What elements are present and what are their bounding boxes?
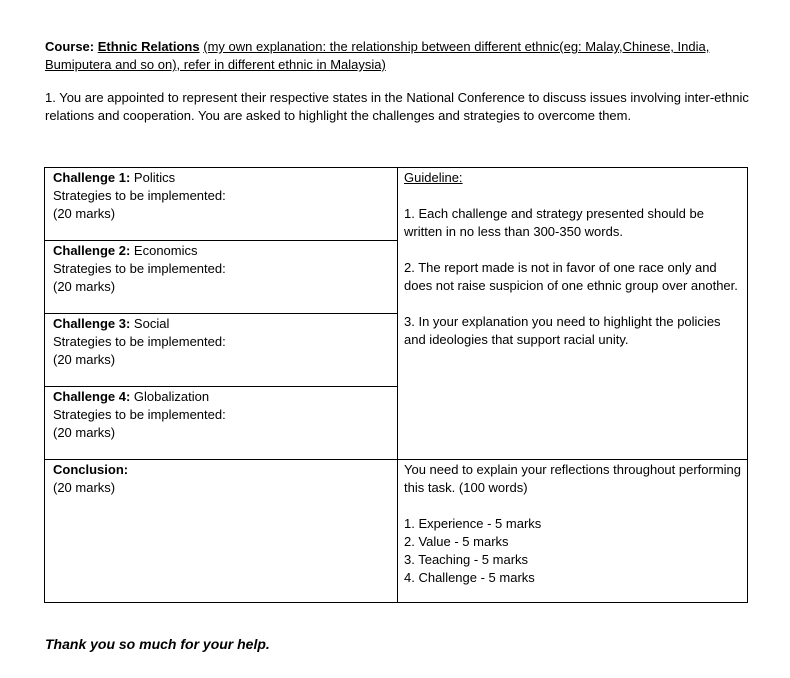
guideline-cell	[404, 169, 744, 349]
guideline-item-2: 2. The report made is not in favor of one race only and does not raise suspicion of one ethnic group over another.	[404, 260, 738, 293]
conclusion-marks: (20 marks)	[53, 480, 116, 495]
reflection-item: 1. Experience - 5 marks	[404, 516, 542, 531]
challenge-label: Challenge 4:	[53, 389, 131, 404]
challenge-marks: (20 marks)	[53, 352, 116, 367]
course-name: Ethnic Relations	[97, 39, 200, 54]
challenge-marks: (20 marks)	[53, 279, 116, 294]
challenge-label: Challenge 1:	[53, 170, 131, 185]
reflection-item: 2. Value - 5 marks	[404, 534, 509, 549]
thanks-note: Thank you so much for your help.	[45, 636, 270, 652]
assignment-table	[44, 167, 748, 603]
challenge-4-cell	[53, 388, 226, 442]
course-label: Course:	[45, 39, 95, 54]
reflection-cell	[404, 461, 744, 587]
reflection-item: 4. Challenge - 5 marks	[404, 570, 535, 585]
course-note: (my own explanation: the relationship between different ethnic(eg: Malay,Chinese, India, Bumiputera and so on), refer in different ethnic in Malaysia)	[45, 39, 710, 72]
challenge-strategy: Strategies to be implemented:	[53, 188, 226, 203]
challenge-marks: (20 marks)	[53, 206, 116, 221]
guideline-item-3: 3. In your explanation you need to highlight the policies and ideologies that support racial unity.	[404, 314, 721, 347]
reflection-item: 3. Teaching - 5 marks	[404, 552, 529, 567]
row-divider	[45, 313, 397, 314]
question-text: 1. You are appointed to represent their respective states in the National Conference to discuss issues involving inter-ethnic relations and cooperation. You are asked to highlight the challenges and strategies to overcome them.	[45, 90, 749, 123]
challenge-topic: Globalization	[133, 389, 210, 404]
row-divider	[45, 240, 397, 241]
challenge-3-cell	[53, 315, 226, 369]
challenge-strategy: Strategies to be implemented:	[53, 407, 226, 422]
challenge-1-cell	[53, 169, 226, 223]
challenge-label: Challenge 2:	[53, 243, 131, 258]
challenge-topic: Politics	[133, 170, 176, 185]
challenge-label: Challenge 3:	[53, 316, 131, 331]
row-divider	[45, 459, 747, 460]
guideline-title: Guideline:	[404, 170, 463, 185]
conclusion-label: Conclusion:	[53, 462, 129, 477]
guideline-item-1: 1. Each challenge and strategy presented should be written in no less than 300-350 words.	[404, 206, 704, 239]
row-divider	[45, 386, 397, 387]
challenge-topic: Economics	[133, 243, 198, 258]
column-divider	[397, 168, 398, 602]
challenge-topic: Social	[133, 316, 170, 331]
course-heading	[45, 38, 755, 74]
challenge-strategy: Strategies to be implemented:	[53, 261, 226, 276]
challenge-strategy: Strategies to be implemented:	[53, 334, 226, 349]
reflection-intro: You need to explain your reflections throughout performing this task. (100 words)	[404, 462, 742, 495]
challenge-2-cell	[53, 242, 226, 296]
challenge-marks: (20 marks)	[53, 425, 116, 440]
conclusion-cell	[53, 461, 128, 497]
